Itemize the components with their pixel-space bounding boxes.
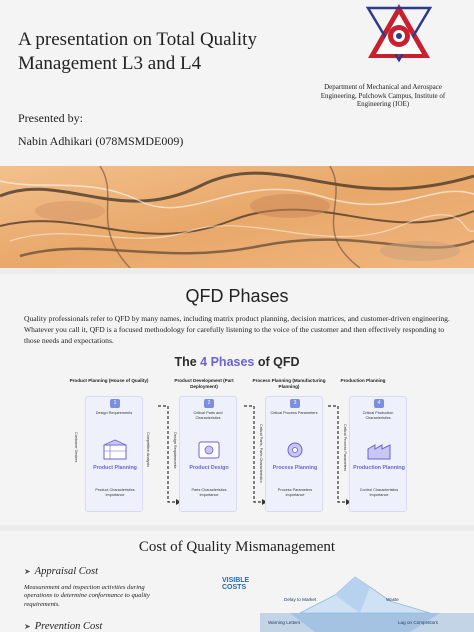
slide-title: QFD Phases xyxy=(185,286,289,306)
phase-number: 4 xyxy=(374,399,384,408)
university-logo xyxy=(364,2,434,62)
phase-3-card xyxy=(265,396,323,512)
phase-3-input: Critical Parts, Parts Characteristics xyxy=(259,424,263,483)
bullet-arrow-icon: ➤ xyxy=(24,622,31,631)
slide-title: Cost of Quality Mismanagement xyxy=(138,539,336,555)
phase-name: Production Planning xyxy=(353,465,405,471)
cost-of-quality-slide xyxy=(0,531,474,632)
phase-4-input: Critical Process Parameters xyxy=(343,424,347,472)
product-design-icon xyxy=(194,439,224,461)
phase-importance: Control Characteristics Importance xyxy=(359,488,399,497)
presented-by-label: Presented by: xyxy=(18,111,83,125)
title-slide xyxy=(0,0,474,268)
phase-1-input-left: Customer Desires xyxy=(74,432,78,463)
phase-number: 3 xyxy=(290,399,300,408)
phase-1-input-right: Competitive Analysis xyxy=(146,432,150,468)
phase-importance: Parts Characteristics Importance xyxy=(191,488,227,497)
phase-2-card xyxy=(179,396,237,512)
phase-output: Design Requirements xyxy=(95,411,133,415)
slide-body-text: Quality professionals refer to QFD by many names, including matrix product planning, decision matrices, and customer-driven engineering. Whatever you call it, QFD is a focused methodology for carefully listening to the voice of the customer and then effectively responding to those needs and expectations. xyxy=(24,314,450,345)
process-gear-icon xyxy=(280,439,310,461)
phase-4-header: Production Planning xyxy=(340,378,386,383)
phase-2-input: Design Requirements xyxy=(173,432,177,469)
presentation-title: A presentation on Total Quality Management L3 and L4 xyxy=(18,29,257,74)
iceberg-label-warning: Warning Letters xyxy=(268,620,301,625)
marble-banner-image xyxy=(0,166,474,268)
phase-1-header: Product Planning (House of Quality) xyxy=(69,378,149,383)
presenter-name: Nabin Adhikari (078MSMDE009) xyxy=(18,134,184,148)
bullet-prevention-cost: ➤ Prevention Cost xyxy=(24,621,103,632)
diagram-title: The 4 Phases of QFD xyxy=(174,355,300,369)
phase-importance: Product Characteristics Importance xyxy=(95,488,135,497)
iceberg-label-waste: Waste xyxy=(386,597,399,602)
phase-2-header: Product Development (Part Deployment) xyxy=(174,378,234,389)
qfd-phases-slide xyxy=(0,274,474,525)
iceberg-label-delay: Delay to Market xyxy=(284,597,317,602)
house-of-quality-icon xyxy=(100,439,130,461)
production-factory-icon xyxy=(364,439,394,461)
phase-name: Process Planning xyxy=(272,465,318,471)
phase-3-header: Process Planning (Manufacturing Planning) xyxy=(252,378,326,389)
phase-name: Product Planning xyxy=(93,465,137,471)
phase-number: 1 xyxy=(110,399,120,408)
bullet-arrow-icon: ➤ xyxy=(24,567,31,576)
iceberg-label-lag: Lag on Competitors xyxy=(398,620,439,625)
phase-1-card xyxy=(85,396,143,512)
phase-output: Critical Parts and Characteristics xyxy=(193,411,223,420)
phase-output: Critical Process Parameters xyxy=(270,411,318,415)
phase-output: Critical Production Characteristics xyxy=(362,411,394,420)
visible-costs-label: VISIBLE COSTS xyxy=(222,577,250,591)
phase-number: 2 xyxy=(204,399,214,408)
appraisal-cost-description: Measurement and inspection activities during operations to determine conformance to quality requirements. xyxy=(24,584,150,608)
bullet-appraisal-cost: ➤ Appraisal Cost xyxy=(24,566,99,577)
department-text: Department of Mechanical and Aerospace Engineering, Pulchowk Campus, Institute of Engineering (IOE) xyxy=(320,83,446,108)
phase-4-card xyxy=(349,396,407,512)
phase-name: Product Design xyxy=(189,465,229,471)
phase-importance: Process Parameters Importance xyxy=(277,488,313,497)
